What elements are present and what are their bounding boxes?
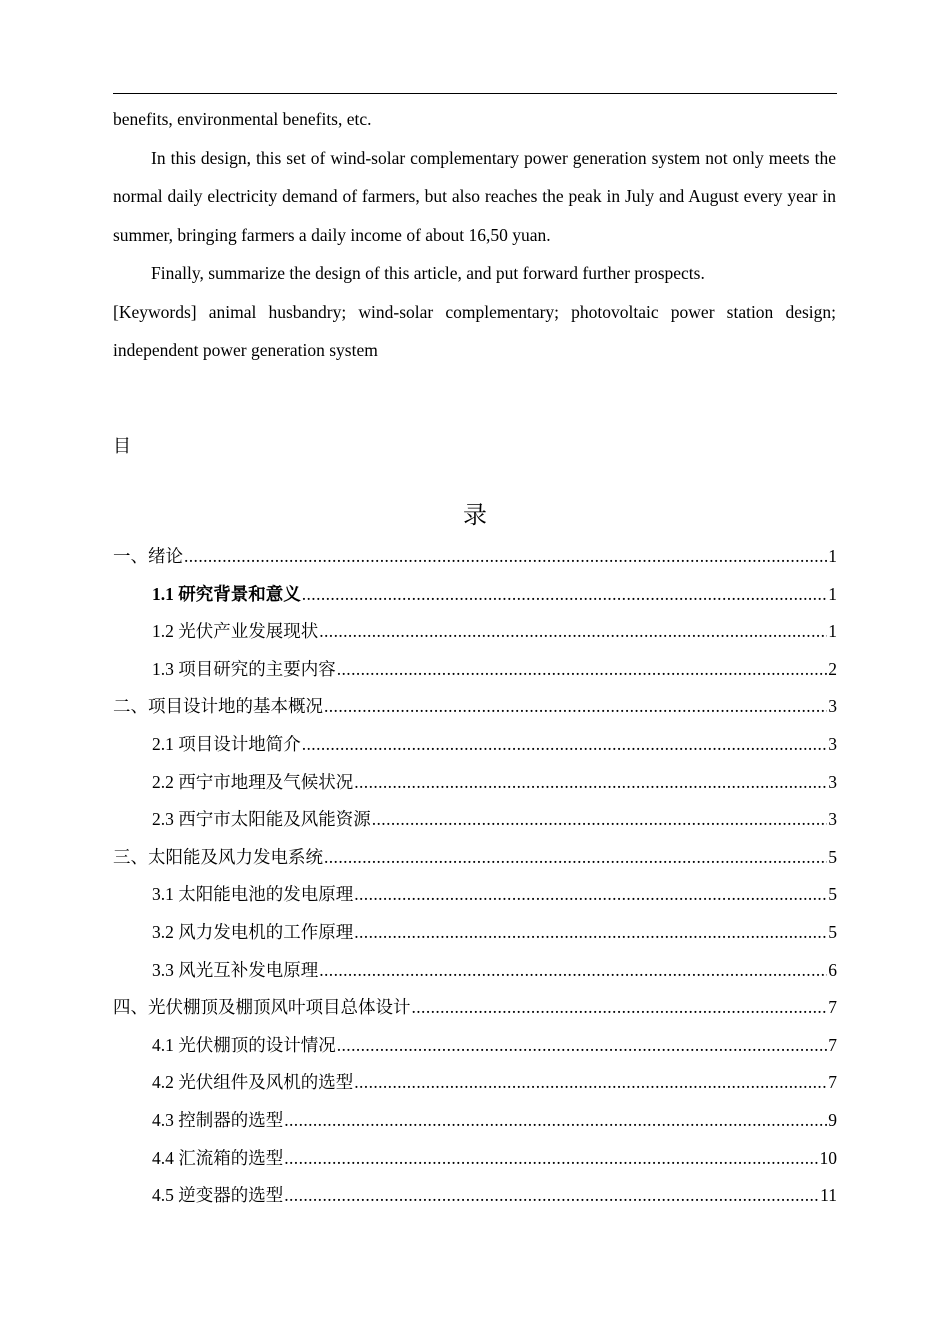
- toc-entry[interactable]: [113, 916, 837, 954]
- toc-dot-leader: [284, 1104, 827, 1136]
- toc-dot-leader: [372, 803, 828, 835]
- toc-entry-label: 4.4 汇流箱的选型: [152, 1147, 284, 1168]
- toc-dot-leader: [319, 615, 827, 647]
- toc-entry-label: 二、项目设计地的基本概况: [113, 696, 323, 717]
- toc-entry[interactable]: [113, 578, 837, 616]
- toc-entry-label: 4.1 光伏棚顶的设计情况: [152, 1034, 336, 1055]
- toc-entry-label: 2.1 项目设计地简介: [152, 733, 301, 754]
- toc-entry[interactable]: [113, 615, 837, 653]
- toc-page-number: 1: [828, 583, 837, 604]
- toc-entry[interactable]: [113, 991, 837, 1029]
- toc-entry[interactable]: [113, 728, 837, 766]
- toc-entry-label: 1.3 项目研究的主要内容: [152, 658, 336, 679]
- toc-entry-label: 2.2 西宁市地理及气候状况: [152, 771, 354, 792]
- toc-page-number: 7: [828, 997, 837, 1018]
- toc-entry[interactable]: [113, 841, 837, 879]
- toc-page-number: 3: [828, 771, 837, 792]
- toc-page-number: 1: [828, 546, 837, 566]
- toc-dot-leader: [354, 878, 827, 910]
- toc-entry[interactable]: [113, 1029, 837, 1067]
- toc-dot-leader: [354, 766, 827, 798]
- toc-page-number: 3: [828, 733, 837, 754]
- toc-page-number: 7: [828, 1072, 837, 1093]
- toc-entry-label: 四、光伏棚顶及棚顶风叶项目总体设计: [113, 997, 411, 1018]
- toc-entry-label: 1.1 研究背景和意义: [152, 583, 301, 604]
- toc-dot-leader: [319, 954, 827, 986]
- toc-entry[interactable]: [113, 690, 837, 728]
- toc-page-number: 1: [828, 621, 837, 642]
- table-of-contents: [113, 540, 837, 1217]
- toc-dot-leader: [337, 1029, 828, 1061]
- toc-entry-label: 三、太阳能及风力发电系统: [113, 846, 323, 867]
- toc-dot-leader: [184, 540, 827, 572]
- toc-dot-leader: [324, 690, 827, 722]
- toc-entry-label: 4.5 逆变器的选型: [152, 1185, 284, 1206]
- toc-page-number: 5: [828, 846, 837, 867]
- toc-entry-label: 4.3 控制器的选型: [152, 1109, 284, 1130]
- header-rule: [113, 93, 837, 94]
- toc-page-number: 5: [828, 884, 837, 905]
- toc-dot-leader: [284, 1142, 818, 1174]
- toc-page-number: 6: [828, 959, 837, 980]
- toc-entry-label: 3.3 风光互补发电原理: [152, 959, 319, 980]
- toc-page-number: 3: [828, 809, 837, 830]
- toc-page-number: 7: [828, 1034, 837, 1055]
- toc-entry-label: 3.1 太阳能电池的发电原理: [152, 884, 354, 905]
- toc-dot-leader: [354, 1066, 827, 1098]
- toc-heading-part1: 目: [113, 436, 131, 456]
- toc-entry[interactable]: [113, 803, 837, 841]
- toc-entry-label: 3.2 风力发电机的工作原理: [152, 921, 354, 942]
- toc-entry[interactable]: [113, 1179, 837, 1217]
- toc-dot-leader: [337, 653, 828, 685]
- toc-entry[interactable]: [113, 1142, 837, 1180]
- toc-dot-leader: [302, 728, 828, 760]
- toc-entry-label: 一、绪论: [113, 546, 183, 566]
- toc-page-number: 2: [828, 658, 837, 679]
- toc-dot-leader: [302, 578, 828, 610]
- toc-entry[interactable]: [113, 954, 837, 992]
- toc-entry[interactable]: [113, 653, 837, 691]
- toc-entry-label: 1.2 光伏产业发展现状: [152, 621, 319, 642]
- abstract-paragraph: benefits, environmental benefits, etc.: [113, 109, 372, 129]
- keywords-paragraph: [Keywords] animal husbandry; wind-solar complementary; photovoltaic power station design; independent power generation system: [113, 301, 836, 360]
- abstract-paragraph: Finally, summarize the design of this article, and put forward further prospects.: [151, 263, 705, 283]
- toc-dot-leader: [412, 991, 828, 1023]
- toc-dot-leader: [354, 916, 827, 948]
- toc-entry[interactable]: [113, 878, 837, 916]
- toc-page-number: 10: [819, 1147, 837, 1168]
- toc-dot-leader: [324, 841, 827, 873]
- toc-page-number: 9: [828, 1109, 837, 1130]
- toc-page-number: 5: [828, 921, 837, 942]
- toc-page-number: 11: [820, 1185, 837, 1206]
- abstract-paragraph: In this design, this set of wind-solar complementary power generation system not only meets the normal daily electricity demand of farmers, but also reaches the peak in July and August every year in summer, bringing farmers a daily income of about 16,50 yuan.: [113, 147, 836, 245]
- toc-dot-leader: [284, 1179, 819, 1211]
- toc-heading-part2: 录: [463, 503, 487, 529]
- toc-entry[interactable]: [113, 766, 837, 804]
- toc-entry-label: 4.2 光伏组件及风机的选型: [152, 1072, 354, 1093]
- toc-entry[interactable]: [113, 540, 837, 578]
- toc-entry[interactable]: [113, 1066, 837, 1104]
- toc-page-number: 3: [828, 696, 837, 717]
- toc-entry[interactable]: [113, 1104, 837, 1142]
- abstract-body: [113, 100, 836, 370]
- toc-entry-label: 2.3 西宁市太阳能及风能资源: [152, 809, 371, 830]
